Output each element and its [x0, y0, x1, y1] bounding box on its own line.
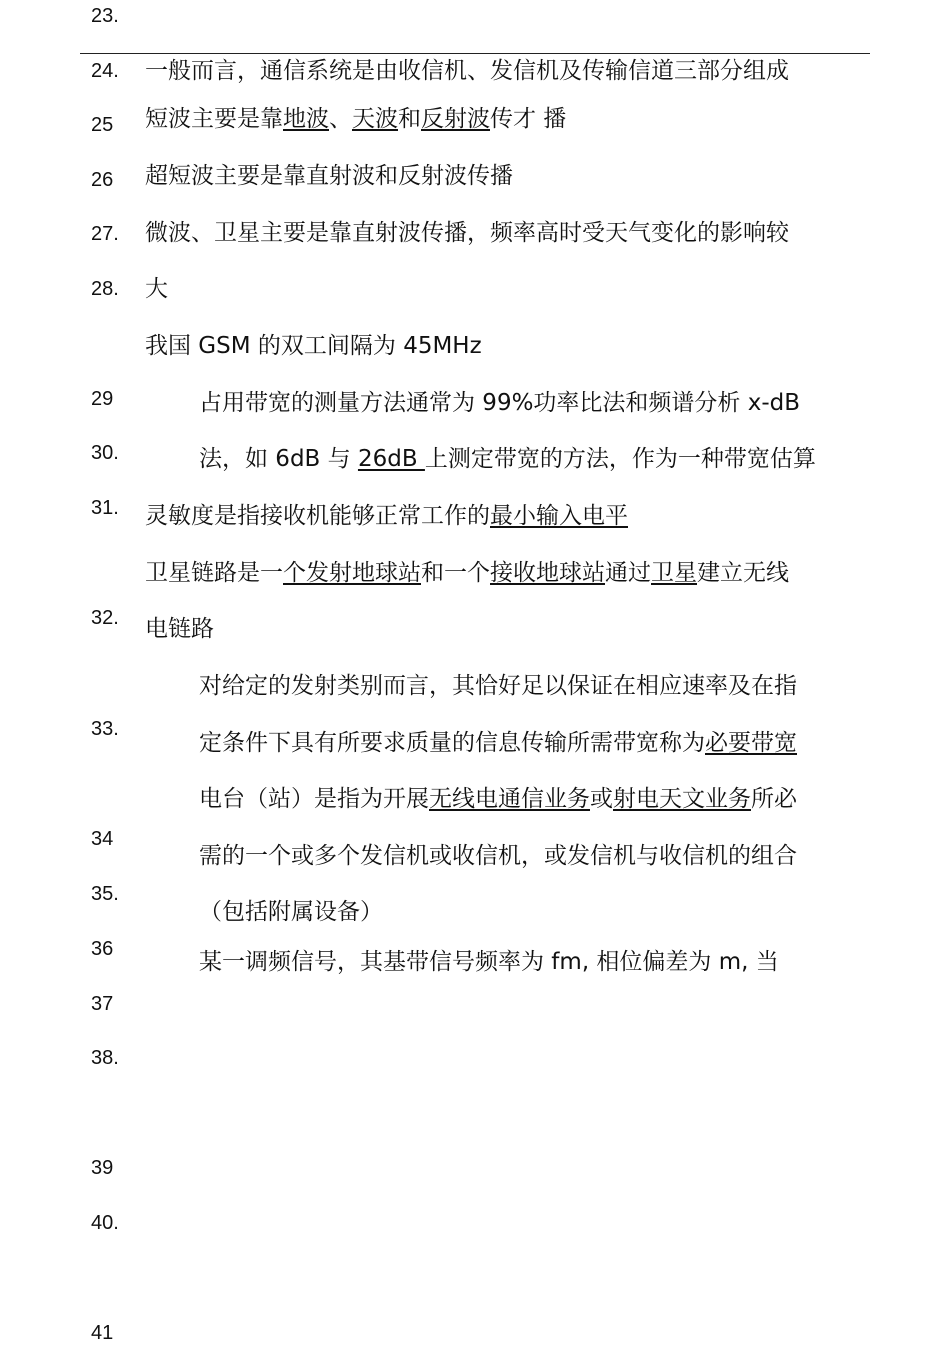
text-span: 所必: [751, 786, 797, 812]
station-text-cont: 需的一个或多个发信机或收信机，或发信机与收信机的组合: [199, 843, 797, 869]
line-number: 25: [91, 114, 114, 136]
line-number: 23.: [91, 5, 119, 27]
bandwidth-text-cont: [199, 444, 816, 474]
line-number: 32.: [91, 607, 119, 629]
comm-system-text: 一般而言，通信系统是由收信机、发信机及传输信道三部分组成: [145, 58, 789, 84]
blank-answer: 卫星: [651, 560, 697, 586]
shortwave-text: [145, 104, 566, 134]
line-number: 40.: [91, 1212, 119, 1234]
bandwidth-text: 占用带宽的测量方法通常为 99%功率比法和频谱分析 x-dB: [199, 390, 801, 416]
line-number: 33.: [91, 718, 119, 740]
text-span: 通过: [605, 560, 651, 586]
line-number: 26: [91, 169, 114, 191]
text-span: 或: [590, 786, 613, 812]
sensitivity-text: [145, 501, 628, 531]
line-number: 34: [91, 828, 114, 850]
blank-answer: 地波: [283, 106, 329, 132]
blank-answer: 射电天文业务: [613, 786, 751, 812]
line-number: 28.: [91, 278, 119, 300]
line-number: 37: [91, 993, 114, 1015]
text-span: 和一个: [421, 560, 490, 586]
line-number: 27.: [91, 223, 119, 245]
station-text: [199, 784, 797, 814]
blank-answer: 无线电通信业务: [429, 786, 590, 812]
fm-signal-text: 某一调频信号，其基带信号频率为 fm, 相位偏差为 m, 当: [199, 949, 779, 975]
blank-answer: 接收地球站: [490, 560, 605, 586]
line-number: 30.: [91, 442, 119, 464]
text-span: 电台（站）是指为开展: [199, 786, 429, 812]
text-span: 上测定带宽的方法，作为一种带宽估算: [424, 446, 816, 472]
blank-answer: 反射波: [421, 106, 490, 132]
line-number: 41: [91, 1322, 114, 1344]
microwave-text-cont: 大: [145, 276, 168, 302]
blank-answer: 26dB: [357, 446, 425, 472]
satellite-text: [145, 558, 789, 588]
line-number: 35.: [91, 883, 119, 905]
text-span: 建立无线: [697, 560, 789, 586]
text-span: 传才 播: [490, 106, 567, 132]
text-span: 、: [329, 106, 352, 132]
satellite-text-cont: 电链路: [145, 616, 214, 642]
necessary-bw-text: 对给定的发射类别而言，其恰好足以保证在相应速率及在指: [199, 673, 797, 699]
line-number: 24.: [91, 60, 119, 82]
blank-answer: 必要带宽: [705, 730, 797, 756]
text-span: 定条件下具有所要求质量的信息传输所需带宽称为: [199, 730, 705, 756]
ultrashort-text: 超短波主要是靠直射波和反射波传播: [145, 163, 513, 189]
text-span: 短波主要是靠: [145, 106, 283, 132]
text-span: 和: [398, 106, 421, 132]
line-number: 38.: [91, 1047, 119, 1069]
header-rule: [80, 53, 870, 54]
blank-answer: 最小输入电平: [490, 503, 628, 529]
line-number: 36: [91, 938, 114, 960]
line-number: 31.: [91, 497, 119, 519]
line-number: 29: [91, 388, 114, 410]
text-span: 法，如 6dB 与: [199, 446, 358, 472]
gsm-text: 我国 GSM 的双工间隔为 45MHz: [145, 333, 482, 359]
blank-answer: 天波: [352, 106, 398, 132]
text-span: 卫星链路是一: [145, 560, 283, 586]
blank-answer: 个发射地球站: [283, 560, 421, 586]
necessary-bw-text-cont: [199, 728, 797, 758]
text-span: 灵敏度是指接收机能够正常工作的: [145, 503, 490, 529]
station-text-end: （包括附属设备）: [199, 899, 383, 925]
line-number: 39: [91, 1157, 114, 1179]
microwave-text: 微波、卫星主要是靠直射波传播，频率高时受天气变化的影响较: [145, 220, 789, 246]
